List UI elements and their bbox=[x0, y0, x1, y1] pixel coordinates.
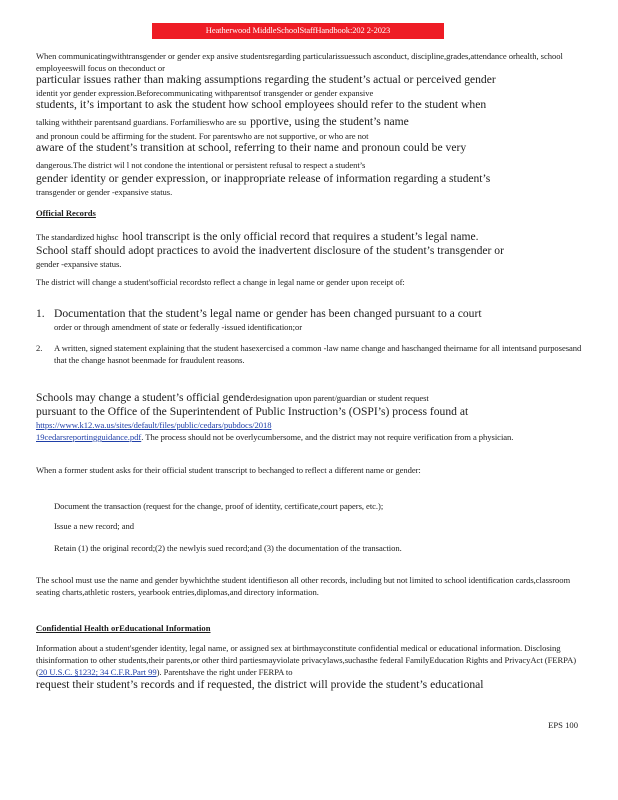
district-change-intro: The district will change a student'sofficial recordsto reflect a change in legal name or gender upon receipt of: bbox=[36, 277, 405, 287]
former-student-intro: When a former student asks for their official student transcript to bechanged to reflect a different name or gender: bbox=[36, 465, 421, 475]
text-line: dangerous.The district wil l not condone the intentional or persistent refusal to respect a student’s bbox=[36, 160, 366, 171]
ferpa-citation-link[interactable]: 20 U.S.C. §1232; 34 C.F.R.Part 99 bbox=[38, 667, 157, 678]
text-line: identit yor gender expression.Beforecommunicating withparentsof transgender or gender expansive bbox=[36, 88, 374, 99]
text-block bbox=[36, 642, 586, 679]
text-line: When communicatingwithtransgender or gender exp ansive studentsregarding particularissuessuch asconduct, discipline,grades,attendance orhealth, school employeeswill focus on theconduct or bbox=[36, 51, 563, 74]
other-records-paragraph: The school must use the name and gender bywhichthe student identifieson all other records, including but not limited to school identification cards,classroom seating charts,athletic rosters, yearbook entries,diplomas,and directory information. bbox=[36, 575, 571, 598]
bullet-item bbox=[36, 542, 586, 570]
text-span: hool transcript is the only official record that requires a student’s legal name. bbox=[122, 230, 479, 243]
transcript-paragraph bbox=[36, 227, 586, 270]
text-line: School staff should adopt practices to avoid the inadvertent disclosure of the student’s transgender or bbox=[36, 244, 504, 257]
text-line: gender -expansive status. bbox=[36, 258, 122, 269]
list-number: 2. bbox=[36, 343, 43, 353]
text-span: rdesignation upon parent/guardian or student request bbox=[250, 393, 429, 403]
bullet-text: Retain (1) the original record;(2) the newlyis sued record;and (3) the documentation of the transaction. bbox=[54, 543, 402, 553]
text-line: aware of the student’s transition at school, referring to their name and pronoun could be very bbox=[36, 141, 467, 155]
text-line-mixed bbox=[36, 388, 586, 406]
list-item bbox=[36, 342, 586, 382]
list-item-text bbox=[54, 308, 586, 333]
text-line: students, it’s important to ask the student how school employees should refer to the student when bbox=[36, 98, 487, 112]
page-footer-code: EPS 100 bbox=[548, 720, 578, 730]
text-line: gender identity or gender expression, or inappropriate release of information regarding a student’s bbox=[36, 172, 491, 186]
bullet-icon bbox=[36, 500, 43, 510]
bullet-item bbox=[36, 500, 586, 514]
text-line: and pronoun could be affirming for the student. For parentswho are not supportive, or who are not bbox=[36, 131, 369, 142]
text-line: request their student’s records and if requested, the district will provide the student’s educational bbox=[36, 677, 484, 691]
list-item-text: A written, signed statement explaining that the student hasexercised a common -law name change and haschanged theirname for all intentsand purposesand that the change hasnot beenmade for fraudulent reasons. bbox=[54, 343, 582, 366]
bullet-item bbox=[36, 520, 586, 534]
ospi-paragraph bbox=[36, 388, 586, 443]
text-line bbox=[36, 419, 586, 431]
text-line-mixed bbox=[36, 227, 586, 245]
text-line: pursuant to the Office of the Superintendent of Public Instruction’s (OSPI’s) process found at bbox=[36, 405, 469, 418]
text-line: particular issues rather than making assumptions regarding the student’s actual or perceived gender bbox=[36, 73, 496, 87]
confidential-paragraph bbox=[36, 642, 586, 691]
text-line-mixed bbox=[36, 431, 586, 443]
bullet-icon bbox=[36, 542, 43, 552]
text-span: talking withtheir parentsand guardians. Forfamilieswho are su bbox=[36, 117, 247, 128]
bullet-text: Issue a new record; and bbox=[54, 521, 134, 531]
confidential-heading: Confidential Health orEducational Information bbox=[36, 623, 211, 633]
text-span: . The process should not be overlycumbersome, and the district may not require verification from a physician. bbox=[141, 432, 514, 442]
text-span: ). Parentshave the right under FERPA to bbox=[156, 667, 293, 678]
text-span: The standardized highsc bbox=[36, 232, 119, 242]
text-span: Schools may change a student’s official gende bbox=[36, 391, 251, 404]
header-title: Heatherwood MiddleSchoolStaffHandbook:202 2-2023 bbox=[205, 25, 391, 35]
communication-paragraph bbox=[36, 50, 586, 198]
ospi-guidance-link[interactable]: https://www.k12.wa.us/sites/default/files/public/cedars/pubdocs/2018 bbox=[36, 419, 272, 430]
text-span: pportive, using the student’s name bbox=[250, 115, 409, 129]
ospi-guidance-link-cont[interactable]: 19cedarsreportingguidance.pdf bbox=[36, 432, 142, 442]
text-line: order or through amendment of state or federally -issued identification;or bbox=[54, 321, 303, 332]
list-item bbox=[36, 308, 586, 336]
text-line: transgender or gender -expansive status. bbox=[36, 187, 173, 197]
bullet-text: Document the transaction (request for the change, proof of identity, certificate,court papers, etc.); bbox=[54, 501, 384, 511]
list-number: 1. bbox=[36, 307, 45, 320]
text-span: Information about a student'sgender identity, legal name, or assigned sex at birthmayconstitute confidential medical or educational information. Disclosing thisinformation to other students,their parents,or other third partiesmayviolate privacylaws,suchasthe federal FamilyEducation Rights and PrivacyAct (FERPA) ( bbox=[36, 643, 577, 678]
bullet-icon bbox=[36, 520, 43, 530]
text-line: Documentation that the student’s legal name or gender has been changed pursuant to a court bbox=[54, 307, 482, 320]
text-line-mixed bbox=[36, 112, 586, 130]
official-records-heading: Official Records bbox=[36, 208, 96, 218]
header-bar bbox=[152, 23, 444, 39]
